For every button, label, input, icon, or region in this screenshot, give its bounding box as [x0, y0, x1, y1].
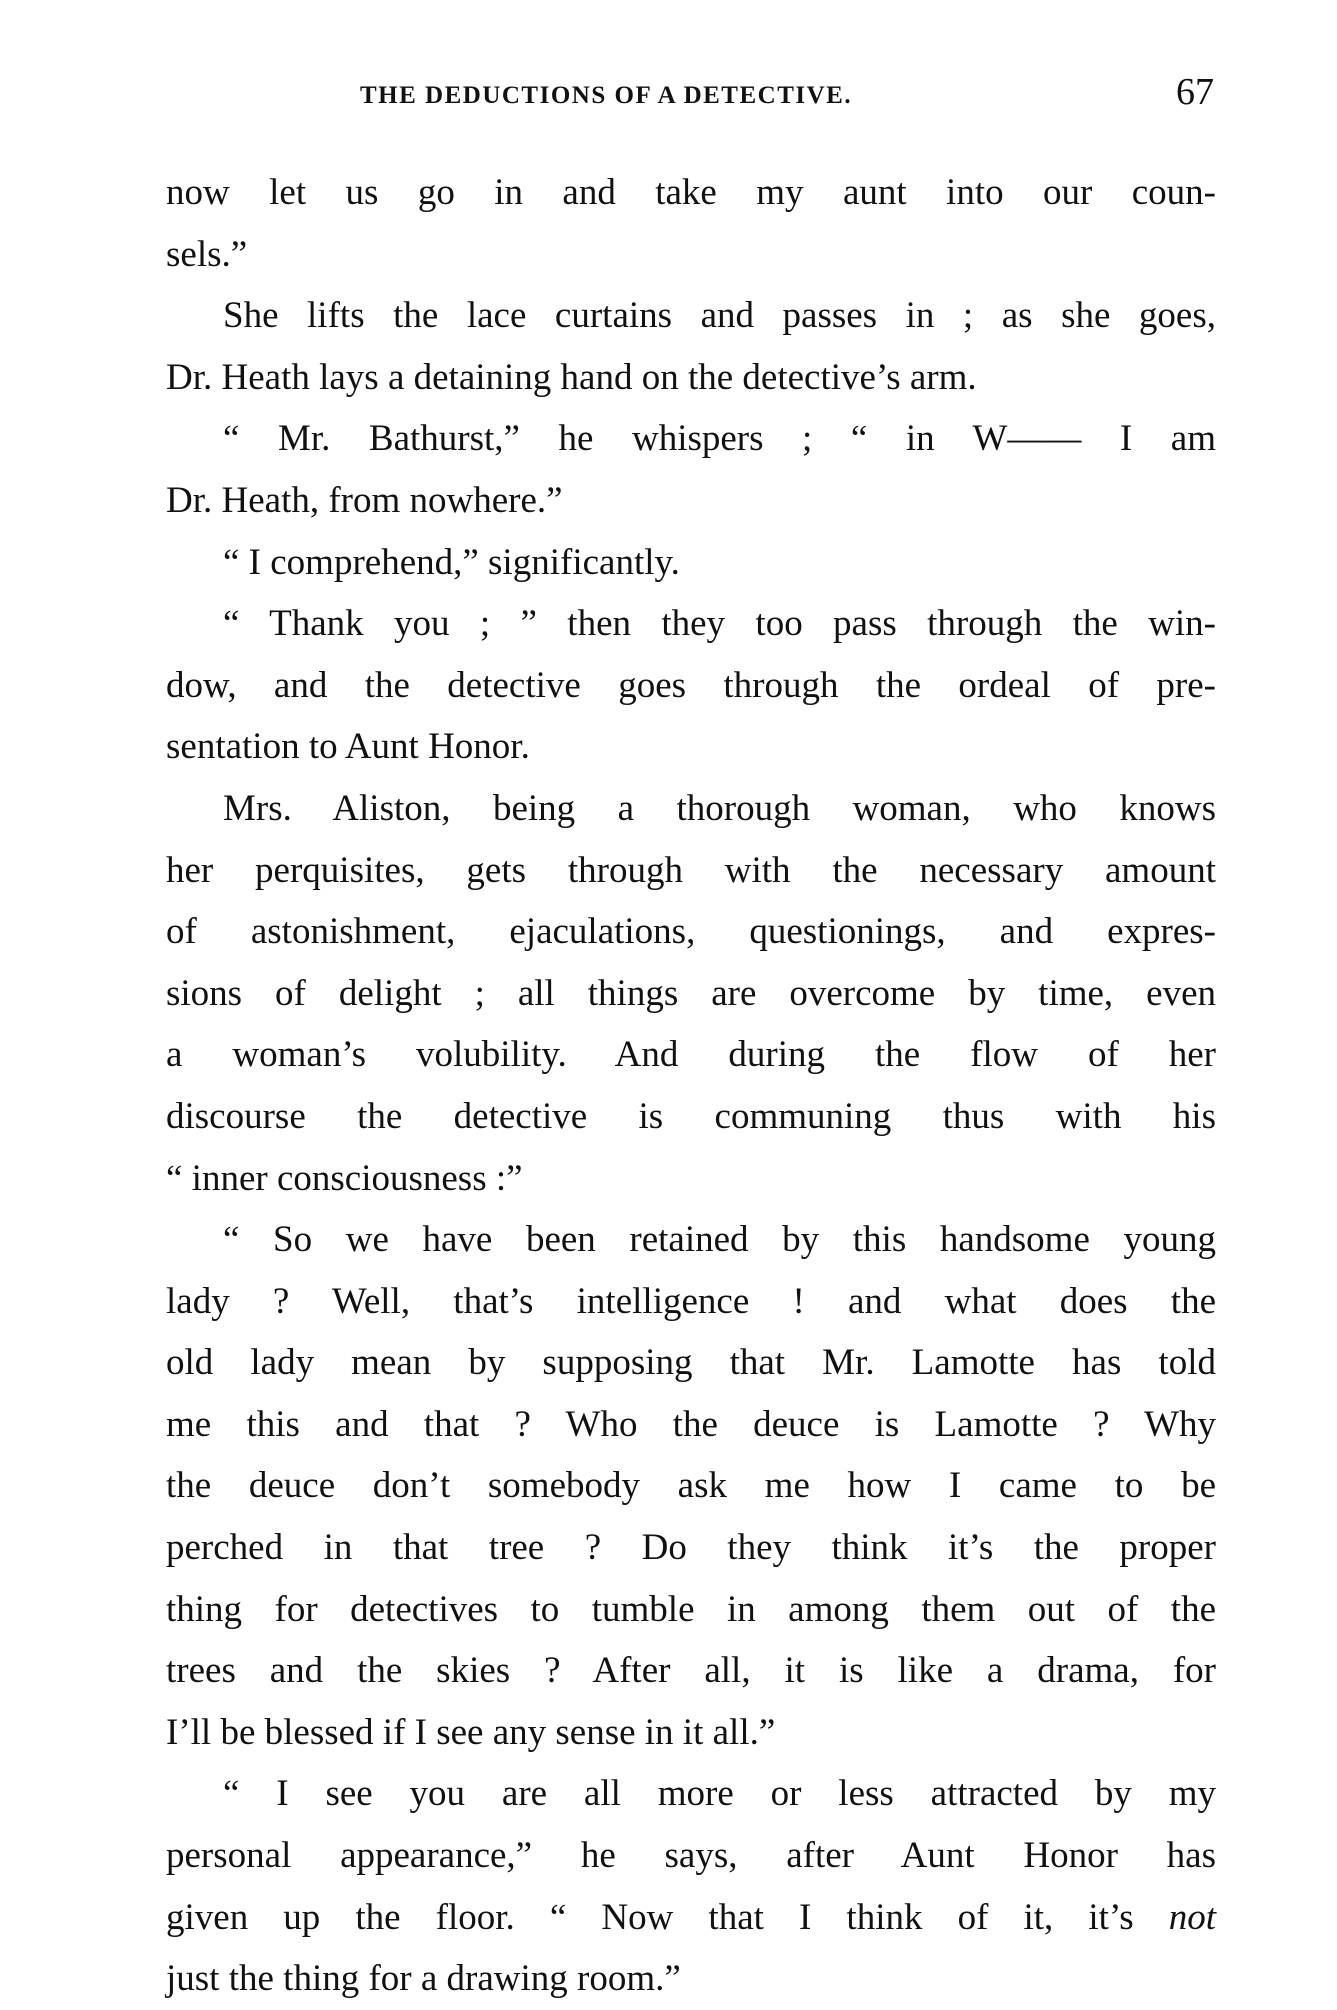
text-line [166, 1825, 1216, 1887]
text-line-content: a woman’s volubility. And during the flow of her [166, 1034, 1216, 1076]
text-line-content: given up the floor. “ Now that I think of it, it’s [166, 1896, 1134, 1938]
text-line-content: sels.” [166, 233, 248, 275]
text-line-content: dow, and the detective goes through the ordeal of pre- [166, 664, 1216, 706]
text-line [166, 840, 1216, 902]
text-line [166, 1948, 1216, 2010]
text-line-content: I’ll be blessed if I see any sense in it all.” [166, 1711, 776, 1753]
body-text [166, 162, 1216, 2010]
text-line-content: old lady mean by supposing that Mr. Lamotte has told [166, 1342, 1216, 1384]
text-line [166, 1887, 1216, 1949]
text-line-content: just the thing for a drawing room.” [166, 1958, 681, 2000]
text-line-content: personal appearance,” he says, after Aunt Honor has [166, 1835, 1216, 1877]
text-line-content: “ I see you are all more or less attracted by my [223, 1773, 1216, 1815]
text-line-content: now let us go in and take my aunt into our coun- [166, 172, 1216, 213]
text-line-content: of astonishment, ejaculations, questionings, and expres- [166, 911, 1216, 953]
text-line-content: “ Mr. Bathurst,” he whispers ; “ in W—— I am [223, 418, 1216, 460]
page-number: 67 [1176, 71, 1214, 113]
text-line-content: “ inner consciousness :” [166, 1157, 523, 1199]
text-line-content: “ I comprehend,” significantly. [223, 541, 680, 583]
text-line [166, 655, 1216, 717]
text-line-content: her perquisites, gets through with the necessary amount [166, 849, 1216, 891]
text-line-content: “ Thank you ; ” then they too pass through the win- [223, 603, 1216, 645]
text-line-content: thing for detectives to tumble in among them out of the [166, 1588, 1216, 1630]
text-line [166, 1148, 1216, 1210]
text-line-content: lady ? Well, that’s intelligence ! and what does the [166, 1280, 1216, 1322]
text-line [166, 716, 1216, 778]
italic-word: not [1168, 1896, 1216, 1938]
text-line [166, 1271, 1216, 1333]
text-line [166, 1640, 1216, 1702]
text-line-content: sentation to Aunt Honor. [166, 726, 530, 768]
text-line [166, 1517, 1216, 1579]
text-line-content: the deuce don’t somebody ask me how I came to be [166, 1465, 1216, 1507]
text-line-content: She lifts the lace curtains and passes in ; as she goes, [223, 295, 1216, 337]
text-line [166, 1332, 1216, 1394]
text-line [166, 901, 1216, 963]
text-line [166, 963, 1216, 1025]
text-line-content: sions of delight ; all things are overcome by time, even [166, 972, 1216, 1014]
text-line [166, 1579, 1216, 1641]
text-line [166, 408, 1216, 470]
text-line [166, 1086, 1216, 1148]
running-head: THE DEDUCTIONS OF A DETECTIVE. [360, 82, 853, 109]
text-line [166, 285, 1216, 347]
text-line [166, 162, 1216, 224]
text-line [166, 470, 1216, 532]
text-line-content: Dr. Heath, from nowhere.” [166, 479, 563, 521]
text-line-content: Dr. Heath lays a detaining hand on the detective’s arm. [166, 356, 977, 398]
text-line [166, 1209, 1216, 1271]
text-line [166, 593, 1216, 655]
text-line [166, 532, 1216, 594]
text-line-content: Mrs. Aliston, being a thorough woman, who knows [223, 787, 1216, 829]
text-line [166, 347, 1216, 409]
text-line [166, 1024, 1216, 1086]
text-line [166, 1763, 1216, 1825]
text-line-content: me this and that ? Who the deuce is Lamotte ? Why [166, 1403, 1216, 1445]
text-line-content: “ So we have been retained by this handsome young [223, 1219, 1216, 1261]
text-line [166, 1702, 1216, 1764]
text-line [166, 224, 1216, 286]
text-line [166, 778, 1216, 840]
text-line-content: trees and the skies ? After all, it is like a drama, for [166, 1650, 1216, 1692]
text-line [166, 1455, 1216, 1517]
text-line-content: discourse the detective is communing thus with his [166, 1095, 1216, 1137]
text-line-content: perched in that tree ? Do they think it’s the proper [166, 1527, 1216, 1569]
text-line [166, 1394, 1216, 1456]
